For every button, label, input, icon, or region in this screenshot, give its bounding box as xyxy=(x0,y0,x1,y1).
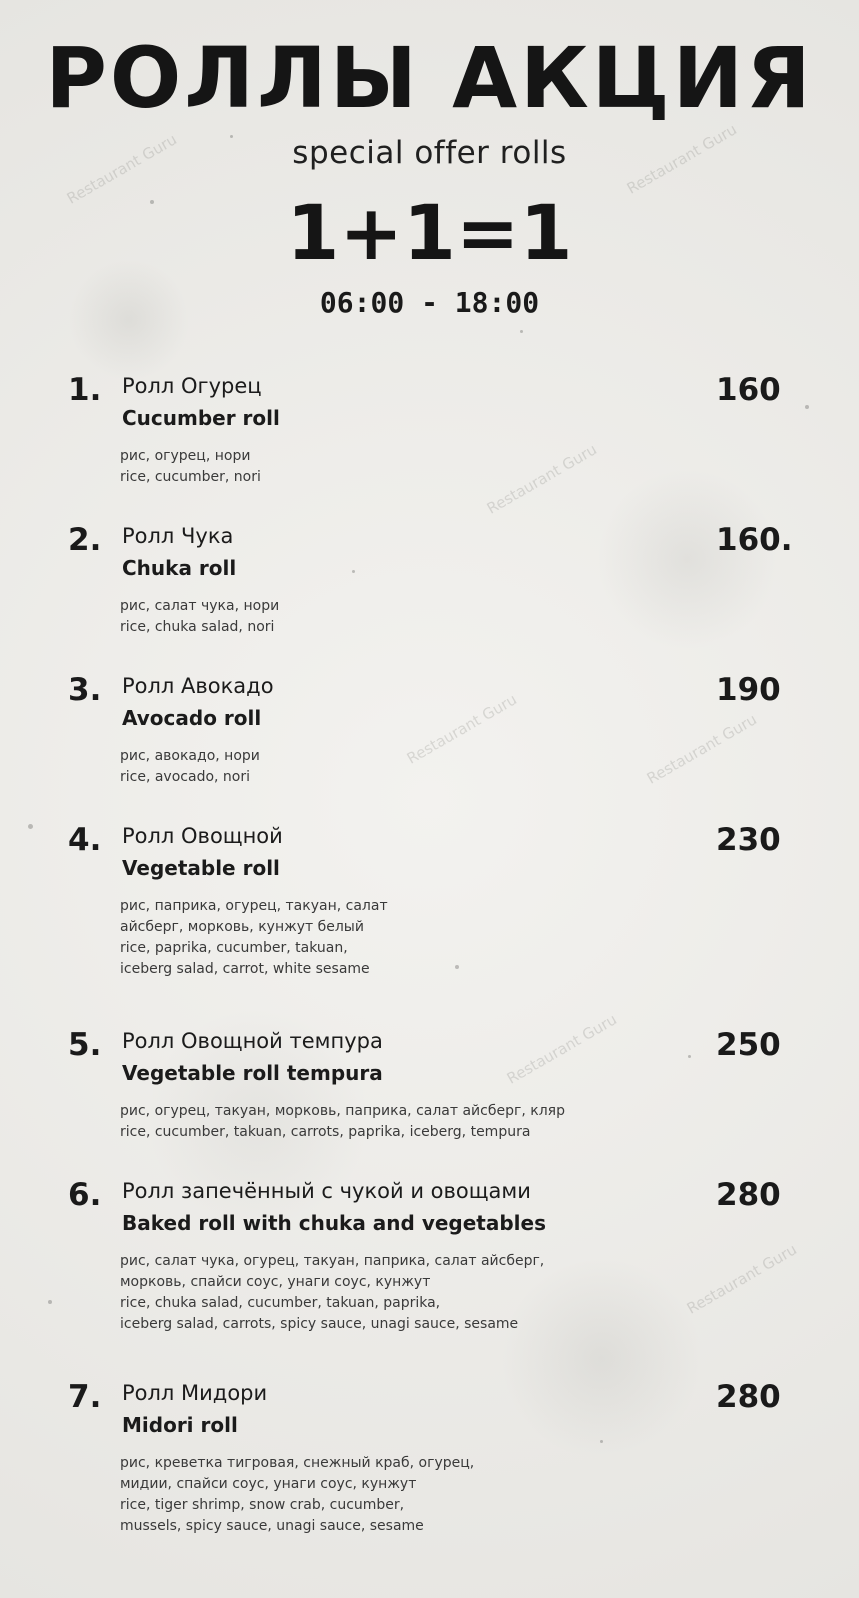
texture-speck xyxy=(600,1440,603,1443)
item-name-ru: Ролл Мидори xyxy=(122,1381,268,1405)
watermark: Restaurant Guru xyxy=(643,710,760,788)
item-description-line: rice, chuka salad, nori xyxy=(120,619,275,635)
item-number: 5. xyxy=(68,1027,102,1063)
texture-speck xyxy=(805,405,809,409)
item-name-en: Avocado roll xyxy=(122,706,262,730)
item-description xyxy=(120,1453,680,1537)
item-names xyxy=(122,520,236,584)
item-name-en: Cucumber roll xyxy=(122,406,280,430)
watermark: Restaurant Guru xyxy=(63,130,180,208)
item-description-line: морковь, спайси соус, унаги соус, кунжут xyxy=(120,1274,431,1290)
item-description-line: iceberg salad, carrots, spicy sauce, unagi sauce, sesame xyxy=(120,1316,519,1332)
item-description xyxy=(120,596,680,638)
item-price: 250 xyxy=(716,1027,781,1063)
item-price: 190 xyxy=(716,672,781,708)
item-names xyxy=(122,1025,383,1089)
item-description-line: rice, paprika, cucumber, takuan, xyxy=(120,940,348,956)
item-names xyxy=(122,370,280,434)
texture-speck xyxy=(48,1300,52,1304)
item-price: 280 xyxy=(716,1379,781,1415)
offer-hours: 06:00 - 18:00 xyxy=(319,286,540,319)
item-description-line: rice, avocado, nori xyxy=(120,769,250,785)
item-description-line: rice, chuka salad, cucumber, takuan, paprika, xyxy=(120,1295,441,1311)
item-description-line: rice, cucumber, takuan, carrots, paprika, iceberg, tempura xyxy=(120,1124,531,1140)
item-price: 160 xyxy=(716,372,781,408)
item-name-en: Chuka roll xyxy=(122,556,237,580)
offer-formula: 1+1=1 xyxy=(286,188,573,277)
item-number: 7. xyxy=(68,1379,102,1415)
item-name-en: Vegetable roll xyxy=(122,856,280,880)
item-number: 1. xyxy=(68,372,102,408)
watermark: Restaurant Guru xyxy=(483,440,600,518)
item-description-line: рис, огурец, нори xyxy=(120,448,251,464)
item-name-ru: Ролл Овощной xyxy=(122,824,283,848)
item-number: 6. xyxy=(68,1177,102,1213)
item-description xyxy=(120,896,680,980)
item-description xyxy=(120,446,680,488)
item-description-line: рис, креветка тигровая, снежный краб, огурец, xyxy=(120,1455,475,1471)
item-description-line: рис, огурец, такуан, морковь, паприка, салат айсберг, кляр xyxy=(120,1103,565,1119)
item-description-line: айсберг, морковь, кунжут белый xyxy=(120,919,364,935)
item-name-ru: Ролл Авокадо xyxy=(122,674,274,698)
item-price: 280 xyxy=(716,1177,781,1213)
item-description-line: рис, салат чука, нори xyxy=(120,598,280,614)
item-description-line: рис, салат чука, огурец, такуан, паприка, салат айсберг, xyxy=(120,1253,545,1269)
menu-title: РОЛЛЫ АКЦИЯ xyxy=(45,29,814,127)
texture-speck xyxy=(352,570,355,573)
item-description-line: rice, tiger shrimp, snow crab, cucumber, xyxy=(120,1497,405,1513)
item-description-line: mussels, spicy sauce, unagi sauce, sesame xyxy=(120,1518,424,1534)
item-description-line: рис, авокадо, нори xyxy=(120,748,260,764)
texture-speck xyxy=(688,1055,691,1058)
texture-speck xyxy=(520,330,523,333)
item-number: 4. xyxy=(68,822,102,858)
watermark: Restaurant Guru xyxy=(403,690,520,768)
item-names xyxy=(122,1377,267,1441)
item-names xyxy=(122,670,274,734)
item-name-ru: Ролл Огурец xyxy=(122,374,262,398)
item-number: 2. xyxy=(68,522,102,558)
item-name-ru: Ролл Овощной темпура xyxy=(122,1029,383,1053)
menu-subtitle: special offer rolls xyxy=(292,135,567,171)
item-description-line: rice, cucumber, nori xyxy=(120,469,261,485)
item-names xyxy=(122,1175,546,1239)
item-name-ru: Ролл запечённый с чукой и овощами xyxy=(122,1179,531,1203)
item-description xyxy=(120,1101,680,1143)
item-description xyxy=(120,746,680,788)
item-number: 3. xyxy=(68,672,102,708)
item-price: 160. xyxy=(716,522,793,558)
watermark: Restaurant Guru xyxy=(683,1240,800,1318)
watermark: Restaurant Guru xyxy=(623,120,740,198)
item-description xyxy=(120,1251,680,1335)
item-price: 230 xyxy=(716,822,781,858)
watermark: Restaurant Guru xyxy=(503,1010,620,1088)
item-names xyxy=(122,820,283,884)
item-name-en: Baked roll with chuka and vegetables xyxy=(122,1211,547,1235)
item-description-line: iceberg salad, carrot, white sesame xyxy=(120,961,370,977)
item-name-en: Midori roll xyxy=(122,1413,238,1437)
item-name-en: Vegetable roll tempura xyxy=(122,1061,383,1085)
item-description-line: рис, паприка, огурец, такуан, салат xyxy=(120,898,388,914)
texture-speck xyxy=(28,824,33,829)
item-name-ru: Ролл Чука xyxy=(122,524,234,548)
item-description-line: мидии, спайси соус, унаги соус, кунжут xyxy=(120,1476,417,1492)
